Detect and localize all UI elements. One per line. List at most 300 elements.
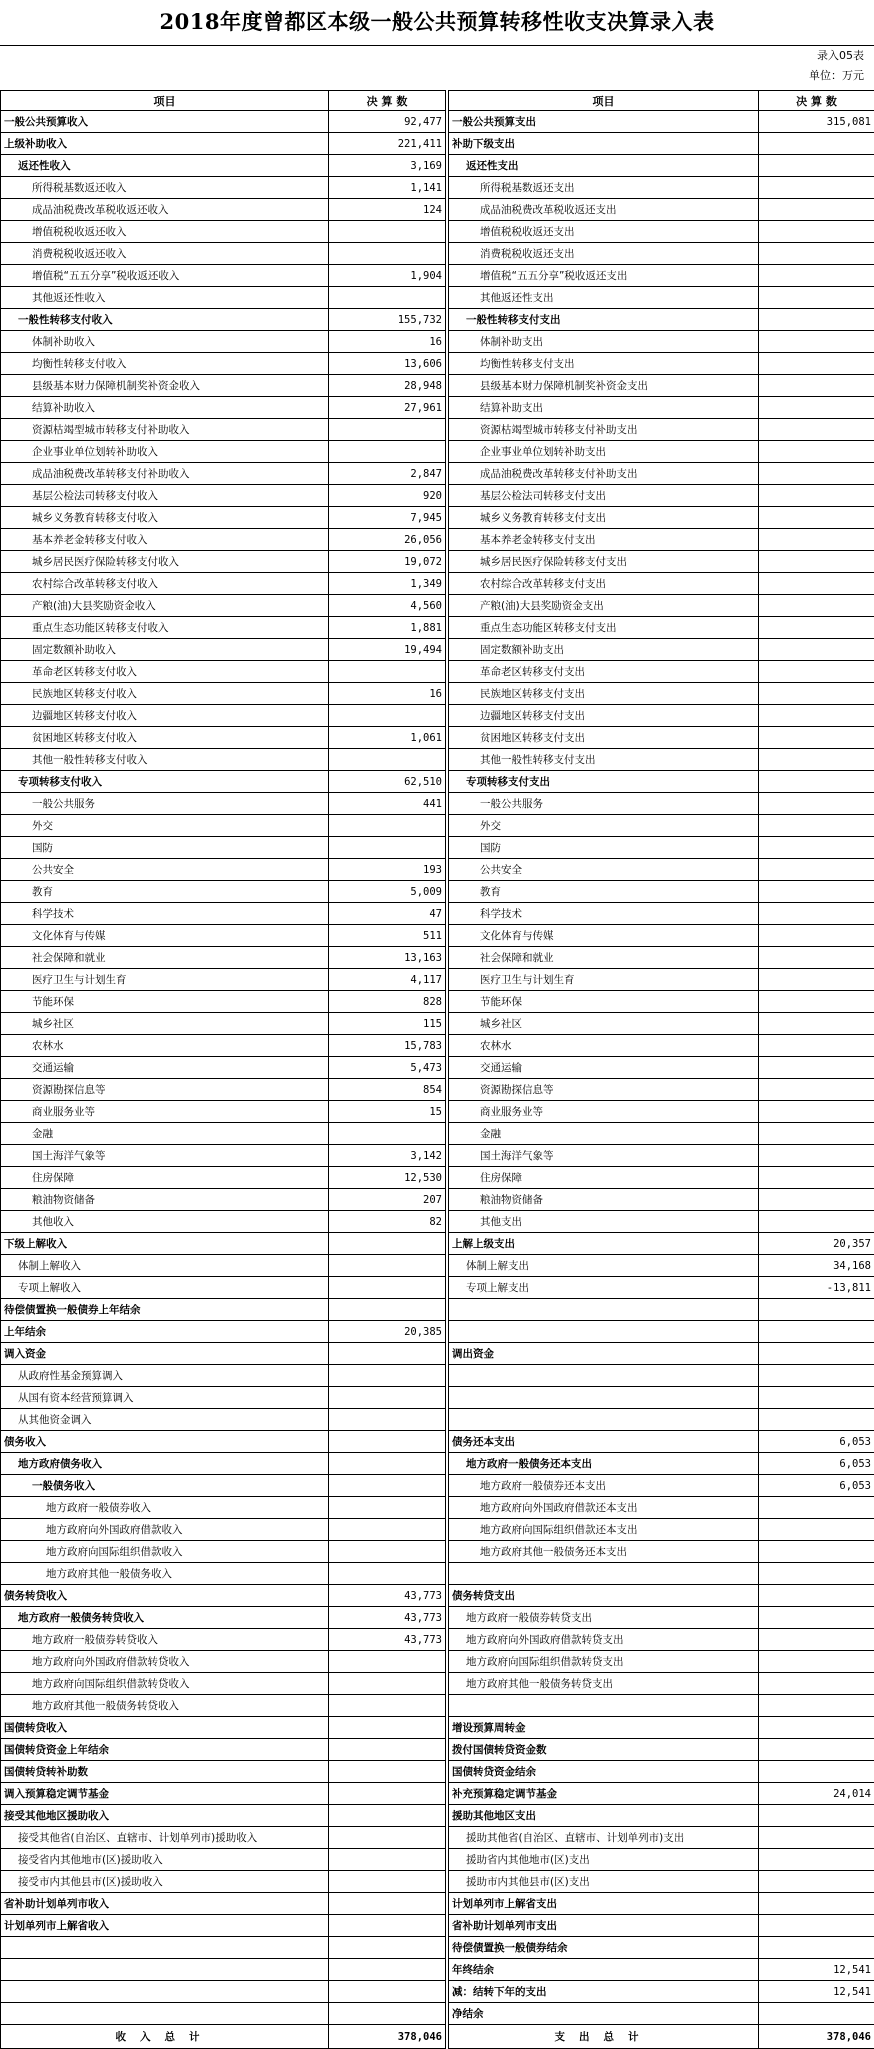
table-row: [1, 1871, 874, 1893]
expense-amount: [759, 1035, 874, 1057]
expense-item-label: [449, 1409, 759, 1431]
expense-item-label: 城乡居民医疗保险转移支付支出: [449, 551, 759, 573]
table-row: [1, 1299, 874, 1321]
income-amount: 2,847: [329, 463, 446, 485]
income-amount: 221,411: [329, 133, 446, 155]
table-row: [1, 661, 874, 683]
income-item-label: 地方政府向外国政府借款收入: [1, 1519, 329, 1541]
table-row: [1, 1211, 874, 1233]
expense-item-label: 其他一般性转移支付支出: [449, 749, 759, 771]
table-row: [1, 1321, 874, 1343]
table-row: [1, 1365, 874, 1387]
expense-item-label: 教育: [449, 881, 759, 903]
table-row: [1, 1827, 874, 1849]
header-item-income: 项目: [1, 91, 329, 111]
income-amount: [329, 1365, 446, 1387]
expense-item-label: 科学技术: [449, 903, 759, 925]
income-amount: 13,163: [329, 947, 446, 969]
expense-item-label: 债务转贷支出: [449, 1585, 759, 1607]
expense-amount: [759, 309, 874, 331]
expense-item-label: 公共安全: [449, 859, 759, 881]
expense-item-label: 省补助计划单列市支出: [449, 1915, 759, 1937]
expense-item-label: 补充预算稳定调节基金: [449, 1783, 759, 1805]
income-item-label: [1, 1937, 329, 1959]
table-row: [1, 2003, 874, 2025]
expense-item-label: 交通运输: [449, 1057, 759, 1079]
expense-amount: [759, 683, 874, 705]
income-item-label: 产粮(油)大县奖励资金收入: [1, 595, 329, 617]
income-item-label: 交通运输: [1, 1057, 329, 1079]
expense-amount: [759, 133, 874, 155]
income-amount: [329, 661, 446, 683]
table-row: [1, 1937, 874, 1959]
total-row: [1, 2025, 874, 2049]
table-row: [1, 1585, 874, 1607]
income-amount: 28,948: [329, 375, 446, 397]
table-row: [1, 815, 874, 837]
expense-total-label: 支出总计: [449, 2025, 759, 2049]
expense-amount: [759, 331, 874, 353]
expense-amount: 12,541: [759, 1981, 874, 2003]
income-item-label: 计划单列市上解省收入: [1, 1915, 329, 1937]
table-row: [1, 947, 874, 969]
income-amount: 920: [329, 485, 446, 507]
income-item-label: 县级基本财力保障机制奖补资金收入: [1, 375, 329, 397]
expense-item-label: 社会保障和就业: [449, 947, 759, 969]
expense-amount: [759, 771, 874, 793]
income-amount: [329, 1409, 446, 1431]
table-row: [1, 1695, 874, 1717]
income-item-label: 结算补助收入: [1, 397, 329, 419]
income-amount: 47: [329, 903, 446, 925]
income-amount: 207: [329, 1189, 446, 1211]
income-amount: 7,945: [329, 507, 446, 529]
table-row: [1, 859, 874, 881]
income-item-label: 地方政府其他一般债务收入: [1, 1563, 329, 1585]
expense-item-label: 返还性支出: [449, 155, 759, 177]
income-amount: [329, 1915, 446, 1937]
table-row: [1, 617, 874, 639]
expense-amount: [759, 1387, 874, 1409]
expense-amount: [759, 1189, 874, 1211]
expense-amount: [759, 1321, 874, 1343]
income-item-label: 一般性转移支付收入: [1, 309, 329, 331]
expense-amount: [759, 243, 874, 265]
income-item-label: 专项转移支付收入: [1, 771, 329, 793]
expense-item-label: 农林水: [449, 1035, 759, 1057]
table-row: [1, 265, 874, 287]
income-amount: [329, 837, 446, 859]
expense-item-label: 节能环保: [449, 991, 759, 1013]
expense-amount: [759, 881, 874, 903]
expense-item-label: [449, 1563, 759, 1585]
expense-amount: [759, 1607, 874, 1629]
income-item-label: 企业事业单位划转补助收入: [1, 441, 329, 463]
table-row: [1, 1189, 874, 1211]
income-amount: 1,904: [329, 265, 446, 287]
table-row: [1, 1079, 874, 1101]
income-item-label: 民族地区转移支付收入: [1, 683, 329, 705]
expense-amount: [759, 947, 874, 969]
expense-amount: [759, 507, 874, 529]
expense-item-label: 拨付国债转贷资金数: [449, 1739, 759, 1761]
income-amount: 3,169: [329, 155, 446, 177]
table-row: [1, 1013, 874, 1035]
table-row: [1, 1409, 874, 1431]
income-item-label: 国债转贷收入: [1, 1717, 329, 1739]
expense-amount: [759, 1827, 874, 1849]
expense-amount: [759, 1123, 874, 1145]
income-amount: 19,072: [329, 551, 446, 573]
income-item-label: 省补助计划单列市收入: [1, 1893, 329, 1915]
table-row: [1, 683, 874, 705]
table-row: [1, 1739, 874, 1761]
income-item-label: 国防: [1, 837, 329, 859]
income-item-label: 农林水: [1, 1035, 329, 1057]
income-item-label: 革命老区转移支付收入: [1, 661, 329, 683]
income-amount: [329, 419, 446, 441]
table-row: [1, 485, 874, 507]
expense-item-label: 地方政府其他一般债务还本支出: [449, 1541, 759, 1563]
expense-item-label: 边疆地区转移支付支出: [449, 705, 759, 727]
table-row: [1, 1233, 874, 1255]
expense-item-label: 均衡性转移支付支出: [449, 353, 759, 375]
income-item-label: 贫困地区转移支付收入: [1, 727, 329, 749]
income-amount: [329, 1299, 446, 1321]
table-row: [1, 375, 874, 397]
expense-item-label: 粮油物资储备: [449, 1189, 759, 1211]
income-amount: 5,473: [329, 1057, 446, 1079]
income-amount: 12,530: [329, 1167, 446, 1189]
income-item-label: 上年结余: [1, 1321, 329, 1343]
expense-item-label: 结算补助支出: [449, 397, 759, 419]
expense-item-label: 债务还本支出: [449, 1431, 759, 1453]
table-row: [1, 1167, 874, 1189]
expense-amount: [759, 749, 874, 771]
expense-amount: [759, 705, 874, 727]
expense-amount: [759, 1893, 874, 1915]
income-amount: [329, 1497, 446, 1519]
expense-amount: [759, 727, 874, 749]
expense-item-label: 国防: [449, 837, 759, 859]
income-item-label: 所得税基数返还收入: [1, 177, 329, 199]
expense-amount: [759, 1365, 874, 1387]
expense-item-label: 商业服务业等: [449, 1101, 759, 1123]
income-amount: 155,732: [329, 309, 446, 331]
income-amount: [329, 1475, 446, 1497]
expense-item-label: 城乡社区: [449, 1013, 759, 1035]
expense-amount: [759, 925, 874, 947]
expense-item-label: 重点生态功能区转移支付支出: [449, 617, 759, 639]
table-row: [1, 199, 874, 221]
expense-amount: [759, 595, 874, 617]
expense-item-label: 调出资金: [449, 1343, 759, 1365]
expense-item-label: 增设预算周转金: [449, 1717, 759, 1739]
table-row: [1, 397, 874, 419]
income-amount: 1,349: [329, 573, 446, 595]
expense-item-label: 援助其他省(自治区、直辖市、计划单列市)支出: [449, 1827, 759, 1849]
income-amount: 16: [329, 331, 446, 353]
expense-amount: [759, 1057, 874, 1079]
income-item-label: 从其他资金调入: [1, 1409, 329, 1431]
expense-item-label: 援助其他地区支出: [449, 1805, 759, 1827]
expense-amount: [759, 639, 874, 661]
table-row: [1, 441, 874, 463]
income-amount: 1,141: [329, 177, 446, 199]
expense-item-label: 国债转贷资金结余: [449, 1761, 759, 1783]
table-row: [1, 463, 874, 485]
table-row: [1, 903, 874, 925]
table-row: [1, 1893, 874, 1915]
income-amount: [329, 1827, 446, 1849]
expense-amount: [759, 1695, 874, 1717]
income-amount: [329, 441, 446, 463]
expense-item-label: 净结余: [449, 2003, 759, 2025]
header-item-expense: 项目: [449, 91, 759, 111]
income-item-label: 固定数额补助收入: [1, 639, 329, 661]
table-row: [1, 309, 874, 331]
form-code: 录入05表: [817, 46, 874, 65]
income-amount: [329, 1541, 446, 1563]
income-amount: [329, 1805, 446, 1827]
table-row: [1, 353, 874, 375]
expense-item-label: 专项转移支付支出: [449, 771, 759, 793]
income-amount: 124: [329, 199, 446, 221]
income-amount: 4,117: [329, 969, 446, 991]
income-item-label: 债务收入: [1, 1431, 329, 1453]
expense-amount: [759, 1299, 874, 1321]
table-row: [1, 1761, 874, 1783]
income-item-label: 粮油物资储备: [1, 1189, 329, 1211]
income-item-label: 公共安全: [1, 859, 329, 881]
income-item-label: 外交: [1, 815, 329, 837]
expense-amount: 24,014: [759, 1783, 874, 1805]
table-row: [1, 1563, 874, 1585]
expense-item-label: 上解上级支出: [449, 1233, 759, 1255]
expense-amount: [759, 155, 874, 177]
expense-item-label: 农村综合改革转移支付支出: [449, 573, 759, 595]
expense-amount: [759, 397, 874, 419]
table-row: [1, 1057, 874, 1079]
income-amount: [329, 1761, 446, 1783]
expense-item-label: 县级基本财力保障机制奖补资金支出: [449, 375, 759, 397]
table-row: [1, 1519, 874, 1541]
income-item-label: 社会保障和就业: [1, 947, 329, 969]
table-row: [1, 1123, 874, 1145]
income-amount: [329, 1453, 446, 1475]
income-amount: [329, 1387, 446, 1409]
income-item-label: 接受其他省(自治区、直辖市、计划单列市)援助收入: [1, 1827, 329, 1849]
income-item-label: 返还性收入: [1, 155, 329, 177]
income-item-label: 住房保障: [1, 1167, 329, 1189]
table-row: [1, 1805, 874, 1827]
income-amount: 441: [329, 793, 446, 815]
income-amount: 16: [329, 683, 446, 705]
income-amount: [329, 1519, 446, 1541]
table-row: [1, 1981, 874, 2003]
expense-item-label: 资源枯竭型城市转移支付补助支出: [449, 419, 759, 441]
income-amount: 15,783: [329, 1035, 446, 1057]
expense-item-label: 一般公共服务: [449, 793, 759, 815]
expense-item-label: 地方政府一般债券转贷支出: [449, 1607, 759, 1629]
income-amount: 13,606: [329, 353, 446, 375]
table-row: [1, 287, 874, 309]
table-row: [1, 1915, 874, 1937]
expense-amount: [759, 1739, 874, 1761]
income-amount: [329, 1431, 446, 1453]
table-row: [1, 969, 874, 991]
income-item-label: 调入资金: [1, 1343, 329, 1365]
expense-amount: [759, 1343, 874, 1365]
expense-item-label: 成品油税费改革税收返还支出: [449, 199, 759, 221]
income-item-label: 地方政府一般债券收入: [1, 1497, 329, 1519]
income-item-label: 城乡社区: [1, 1013, 329, 1035]
expense-item-label: 年终结余: [449, 1959, 759, 1981]
income-amount: [329, 1871, 446, 1893]
income-item-label: 接受市内其他县市(区)援助收入: [1, 1871, 329, 1893]
income-item-label: 待偿债置换一般债券上年结余: [1, 1299, 329, 1321]
table-row: [1, 177, 874, 199]
expense-amount: [759, 859, 874, 881]
expense-amount: [759, 551, 874, 573]
expense-amount: [759, 1761, 874, 1783]
income-item-label: 资源勘探信息等: [1, 1079, 329, 1101]
expense-amount: [759, 1673, 874, 1695]
income-amount: [329, 1717, 446, 1739]
expense-amount: 6,053: [759, 1453, 874, 1475]
expense-amount: [759, 1717, 874, 1739]
income-amount: 15: [329, 1101, 446, 1123]
expense-amount: [759, 1849, 874, 1871]
expense-amount: [759, 353, 874, 375]
income-amount: [329, 2003, 446, 2025]
income-item-label: 教育: [1, 881, 329, 903]
table-row: [1, 749, 874, 771]
expense-item-label: 成品油税费改革转移支付补助支出: [449, 463, 759, 485]
income-item-label: 一般债务收入: [1, 1475, 329, 1497]
income-item-label: [1, 1959, 329, 1981]
expense-item-label: 地方政府一般债务还本支出: [449, 1453, 759, 1475]
income-amount: 1,881: [329, 617, 446, 639]
income-item-label: 一般公共服务: [1, 793, 329, 815]
income-amount: 4,560: [329, 595, 446, 617]
income-item-label: 金融: [1, 1123, 329, 1145]
income-item-label: 节能环保: [1, 991, 329, 1013]
income-item-label: 成品油税费改革税收返还收入: [1, 199, 329, 221]
table-row: [1, 1431, 874, 1453]
expense-amount: [759, 485, 874, 507]
table-row: [1, 793, 874, 815]
expense-amount: [759, 265, 874, 287]
expense-item-label: 其他返还性支出: [449, 287, 759, 309]
expense-item-label: 地方政府向国际组织借款还本支出: [449, 1519, 759, 1541]
income-amount: 43,773: [329, 1585, 446, 1607]
expense-amount: [759, 991, 874, 1013]
expense-amount: [759, 1651, 874, 1673]
expense-item-label: 补助下级支出: [449, 133, 759, 155]
expense-item-label: 计划单列市上解省支出: [449, 1893, 759, 1915]
table-row: [1, 1101, 874, 1123]
expense-item-label: 体制补助支出: [449, 331, 759, 353]
expense-amount: [759, 573, 874, 595]
table-row: [1, 1497, 874, 1519]
table-row: [1, 1959, 874, 1981]
income-amount: 115: [329, 1013, 446, 1035]
income-amount: 43,773: [329, 1629, 446, 1651]
table-row: [1, 1783, 874, 1805]
expense-amount: 6,053: [759, 1475, 874, 1497]
expense-item-label: 其他支出: [449, 1211, 759, 1233]
table-row: [1, 1607, 874, 1629]
expense-item-label: 地方政府向国际组织借款转贷支出: [449, 1651, 759, 1673]
income-item-label: 农村综合改革转移支付收入: [1, 573, 329, 595]
income-item-label: 上级补助收入: [1, 133, 329, 155]
income-item-label: 国债转贷转补助数: [1, 1761, 329, 1783]
income-item-label: [1, 1981, 329, 2003]
income-amount: 27,961: [329, 397, 446, 419]
income-amount: [329, 1959, 446, 1981]
table-row: [1, 991, 874, 1013]
table-body: [1, 111, 874, 2025]
income-amount: [329, 749, 446, 771]
expense-item-label: 民族地区转移支付支出: [449, 683, 759, 705]
expense-item-label: 地方政府其他一般债务转贷支出: [449, 1673, 759, 1695]
expense-amount: 20,357: [759, 1233, 874, 1255]
expense-item-label: 国土海洋气象等: [449, 1145, 759, 1167]
expense-amount: [759, 221, 874, 243]
expense-item-label: 增值税“五五分享”税收返还支出: [449, 265, 759, 287]
table-row: [1, 1849, 874, 1871]
income-amount: 1,061: [329, 727, 446, 749]
expense-amount: [759, 375, 874, 397]
table-row: [1, 1277, 874, 1299]
expense-total-value: 378,046: [759, 2025, 874, 2049]
expense-amount: [759, 1629, 874, 1651]
income-amount: [329, 287, 446, 309]
table-row: [1, 507, 874, 529]
income-item-label: 其他返还性收入: [1, 287, 329, 309]
expense-amount: [759, 1409, 874, 1431]
table-row: [1, 705, 874, 727]
unit-label: 单位：万元: [809, 66, 874, 85]
table-row: [1, 155, 874, 177]
expense-amount: [759, 793, 874, 815]
income-amount: 62,510: [329, 771, 446, 793]
income-total-value: 378,046: [329, 2025, 446, 2049]
expense-amount: -13,811: [759, 1277, 874, 1299]
expense-amount: [759, 1541, 874, 1563]
table-row: [1, 111, 874, 133]
expense-item-label: 城乡义务教育转移支付支出: [449, 507, 759, 529]
expense-item-label: 企业事业单位划转补助支出: [449, 441, 759, 463]
expense-amount: [759, 661, 874, 683]
expense-item-label: 援助市内其他县市(区)支出: [449, 1871, 759, 1893]
income-amount: [329, 1849, 446, 1871]
table-row: [1, 1475, 874, 1497]
expense-amount: [759, 1101, 874, 1123]
income-amount: 43,773: [329, 1607, 446, 1629]
income-amount: 3,142: [329, 1145, 446, 1167]
income-amount: [329, 815, 446, 837]
expense-item-label: 文化体育与传媒: [449, 925, 759, 947]
income-item-label: 地方政府一般债券转贷收入: [1, 1629, 329, 1651]
table-row: [1, 573, 874, 595]
income-item-label: 体制上解收入: [1, 1255, 329, 1277]
table-row: [1, 1453, 874, 1475]
income-item-label: 接受省内其他地市(区)援助收入: [1, 1849, 329, 1871]
income-item-label: 基层公检法司转移支付收入: [1, 485, 329, 507]
income-item-label: 商业服务业等: [1, 1101, 329, 1123]
